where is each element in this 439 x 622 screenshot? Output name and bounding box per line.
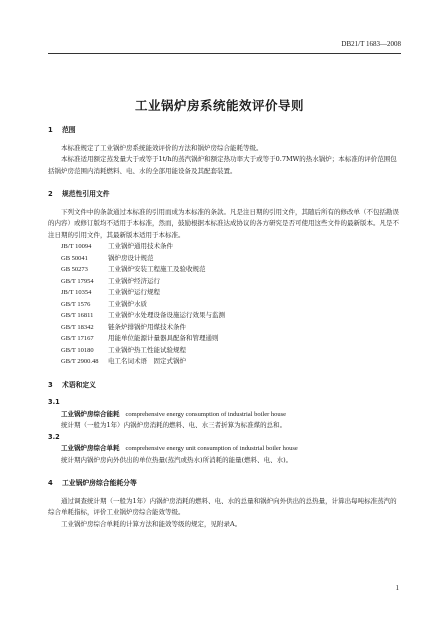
list-item: GB 50273 工业锅炉安装工程施工及验收规范 [61,265,206,273]
paragraph: 通过调查统计期（一般为1年）内锅炉房消耗的燃料、电、水的总量和锅炉向外供出的总热量，计算出每吨标准蒸汽的综合单耗指标，评价工业锅炉房综合能效等级。 [48,496,397,516]
section-heading-4: 4 工业锅炉房综合能耗分等 [48,479,137,487]
list-item: GB/T 2900.48 电工名词术语 固定式锅炉 [61,357,186,365]
list-item: GB/T 10180 工业锅炉热工性能试验规程 [61,345,186,354]
paragraph: 工业锅炉房综合单耗的计算方法和能效等级的规定，见附录A。 [61,519,242,528]
term-title: 工业锅炉房综合单耗 comprehensive energy unit consumption of industrial boiler house [61,444,298,452]
list-item: GB/T 16811 工业锅炉水处理设备设施运行效果与监测 [61,311,225,319]
document-body [48,125,403,530]
document-code: DB21/T 1683—2008 [341,40,401,48]
list-item: JB/T 10094 工业锅炉通用技术条件 [61,242,173,250]
term-title: 工业锅炉房综合能耗 comprehensive energy consumption of industrial boiler house [61,409,287,418]
section-heading-3: 3 术语和定义 [48,380,96,389]
header-rule [48,53,401,54]
term-definition: 统计期（一般为1年）内锅炉房消耗的燃料、电、水三者折算为标准煤的总和。 [61,421,287,429]
list-item: GB/T 17167 用能单位能源计量器具配备和管理通则 [61,334,219,342]
list-item: GB 50041 锅炉房设计规范 [61,253,154,262]
list-item: JB/T 10354 工业锅炉运行规程 [61,288,160,296]
paragraph: 本标准规定了工业锅炉房系统能效评价的方法和锅炉房综合能耗等级。 [61,143,263,152]
page-number: 1 [395,584,399,592]
list-item: GB/T 18342 链条炉排锅炉用煤技术条件 [61,322,186,331]
section-heading-1: 1 范围 [48,126,76,134]
list-item: GB/T 17954 工业锅炉经济运行 [61,276,160,285]
paragraph: 本标准适用额定蒸发量大于或等于1t/h的蒸汽锅炉和额定热功率大于或等于0.7MW的热水锅炉；本标准的评价范围包括锅炉房范围内消耗燃料、电、水的全部用能设备及其配套装置。 [48,155,397,175]
page-title: 工业锅炉房系统能效评价导则 [134,98,304,113]
section-heading-2: 2 规范性引用文件 [48,190,110,198]
term-number: 3.2 [48,432,60,441]
list-item: GB/T 1576 工业锅炉水质 [61,299,147,308]
reference-list [48,241,403,368]
term-definition: 统计期内锅炉房向外供出的单位热量(蒸汽或热水)所消耗的能量(燃料、电、水)。 [61,455,293,464]
term-number: 3.1 [48,398,60,406]
paragraph: 下列文件中的条款通过本标准的引用而成为本标准的条款。凡是注日期的引用文件，其随后所有的修改单（不包括勘误的内容）或修订版均不适用于本标准，然而，鼓励根据本标准达成协议的各方研究是否可使用这些文件的最新版本。凡是不注日期的引用文件，其最新版本适用于本标准。 [48,207,399,239]
